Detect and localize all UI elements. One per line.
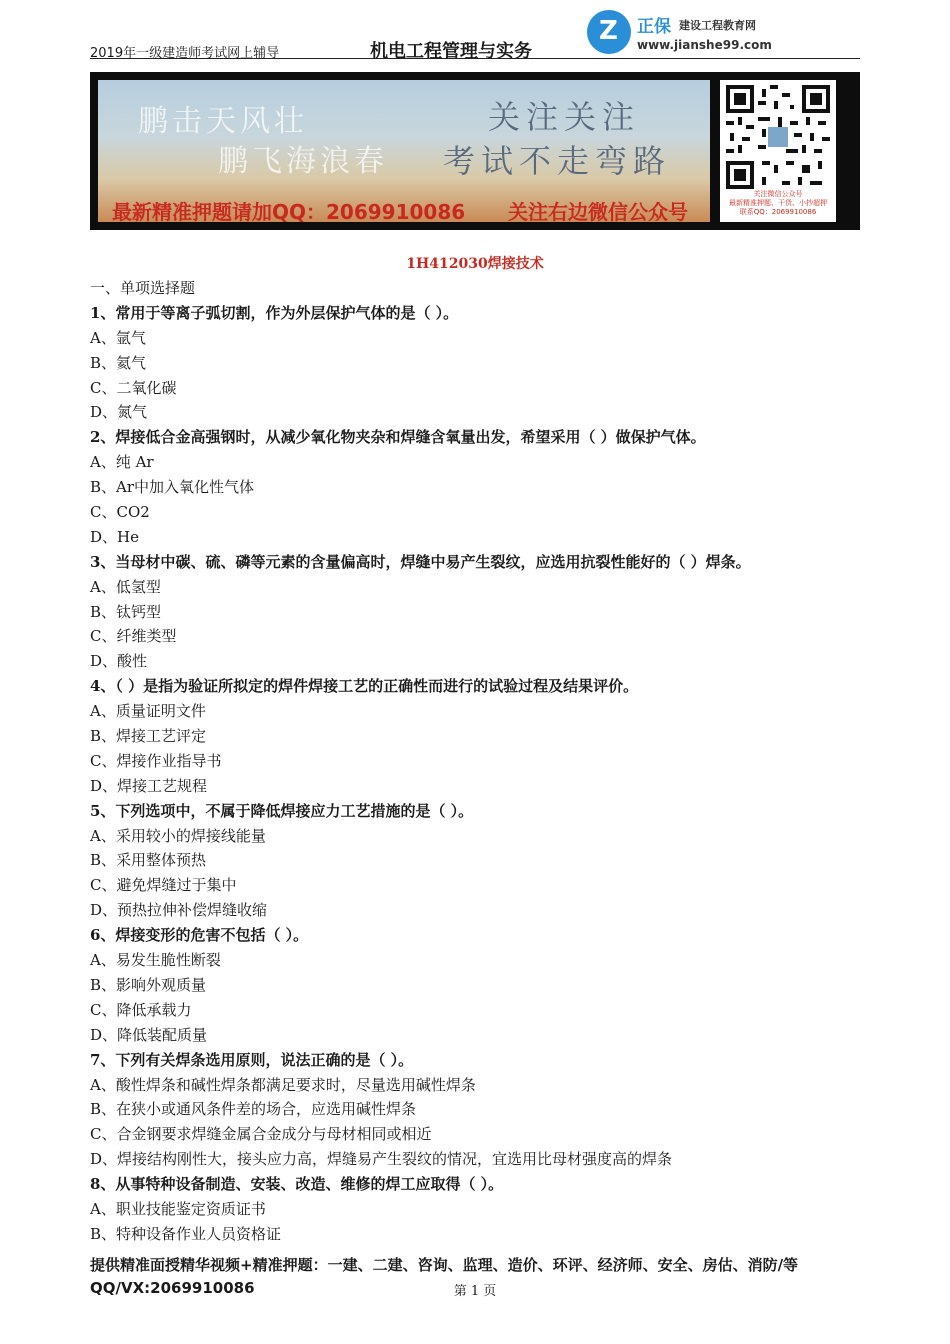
answer-option: A、质量证明文件 bbox=[90, 702, 206, 721]
banner-wechat-text: 关注右边微信公众号 bbox=[508, 200, 688, 224]
promo-banner[interactable] bbox=[90, 72, 860, 230]
answer-option: D、氮气 bbox=[90, 403, 148, 422]
page-number: 第 1 页 bbox=[453, 1284, 497, 1299]
logo-subtitle: 建设工程教育网 bbox=[679, 19, 756, 32]
answer-option: A、职业技能鉴定资质证书 bbox=[90, 1199, 266, 1218]
question-stem: 1、常用于等离子弧切割，作为外层保护气体的是（ ）。 bbox=[90, 303, 459, 322]
answer-option: A、低氢型 bbox=[90, 577, 161, 596]
answer-option: C、避免焊缝过于集中 bbox=[90, 876, 237, 895]
header-course-title: 2019年一级建造师考试网上辅导 bbox=[90, 46, 280, 61]
logo-url[interactable]: www.jianshe99.com bbox=[637, 38, 772, 52]
answer-option: B、焊接工艺评定 bbox=[90, 727, 207, 746]
answer-option: D、预热拉伸补偿焊缝收缩 bbox=[90, 901, 268, 920]
qr-caption: 关注微信公众号 最新精准押题、干货、小抄超押 联系QQ：2069910086 bbox=[729, 190, 827, 216]
logo-brand: 正保 bbox=[637, 17, 671, 37]
banner-slogan-3: 关注关注 bbox=[488, 98, 641, 136]
answer-option: A、纯 Ar bbox=[90, 453, 154, 472]
answer-option: B、影响外观质量 bbox=[90, 975, 207, 994]
site-logo[interactable] bbox=[587, 10, 787, 56]
answer-option: B、采用整体预热 bbox=[90, 851, 207, 870]
question-stem: 4、（ ）是指为验证所拟定的焊件焊接工艺的正确性而进行的试验过程及结果评价。 bbox=[90, 677, 639, 696]
answer-option: C、二氧化碳 bbox=[90, 378, 177, 397]
header-divider bbox=[90, 58, 860, 59]
answer-option: D、酸性 bbox=[90, 652, 148, 671]
footer-contact: QQ/VX:2069910086 bbox=[90, 1279, 255, 1297]
answer-option: A、氩气 bbox=[90, 328, 146, 347]
question-stem: 2、焊接低合金高强钢时，从减少氧化物夹杂和焊缝含氧量出发，希望采用（ ）做保护气体。 bbox=[90, 428, 706, 447]
question-stem: 8、从事特种设备制造、安装、改造、维修的焊工应取得（ ）。 bbox=[90, 1175, 504, 1194]
answer-option: D、焊接工艺规程 bbox=[90, 776, 208, 795]
section-heading: 一、单项选择题 bbox=[90, 279, 196, 297]
answer-option: D、He bbox=[90, 527, 139, 546]
answer-option: C、合金钢要求焊缝金属合金成分与母材相同或相近 bbox=[90, 1125, 432, 1144]
answer-option: C、降低承载力 bbox=[90, 1000, 192, 1019]
answer-option: B、Ar中加入氧化性气体 bbox=[90, 478, 255, 497]
banner-slogan-4: 考试不走弯路 bbox=[443, 142, 672, 180]
question-stem: 6、焊接变形的危害不包括（ ）。 bbox=[90, 926, 309, 945]
footer-promo: 提供精准面授精华视频+精准押题：一建、二建、咨询、监理、造价、环评、经济师、安全、房估、消防/等 bbox=[90, 1256, 799, 1274]
answer-option: D、焊接结构刚性大，接头应力高，焊缝易产生裂纹的情况，宜选用比母材强度高的焊条 bbox=[90, 1150, 673, 1169]
answer-option: C、纤维类型 bbox=[90, 627, 177, 646]
question-stem: 7、下列有关焊条选用原则，说法正确的是（ ）。 bbox=[90, 1050, 414, 1069]
answer-option: B、氦气 bbox=[90, 353, 147, 372]
page-header bbox=[90, 10, 860, 60]
question-stem: 3、当母材中碳、硫、磷等元素的含量偏高时，焊缝中易产生裂纹，应选用抗裂性能好的（ ）焊条。 bbox=[90, 552, 751, 571]
banner-image bbox=[98, 80, 710, 222]
answer-option: A、易发生脆性断裂 bbox=[90, 951, 221, 970]
banner-slogan-2: 鹏飞海浪春 bbox=[218, 144, 388, 179]
question-stem: 5、下列选项中，不属于降低焊接应力工艺措施的是（ ）。 bbox=[90, 801, 474, 820]
question-list bbox=[90, 276, 870, 1247]
qr-code-panel bbox=[720, 80, 836, 222]
answer-option: A、采用较小的焊接线能量 bbox=[90, 826, 266, 845]
answer-option: B、在狭小或通风条件差的场合，应选用碱性焊条 bbox=[90, 1100, 417, 1119]
qr-code-icon bbox=[726, 85, 830, 189]
answer-option: B、钛钙型 bbox=[90, 602, 162, 621]
answer-option: A、酸性焊条和碱性焊条都满足要求时，尽量选用碱性焊条 bbox=[90, 1075, 476, 1094]
logo-icon: Z bbox=[587, 10, 631, 54]
banner-slogan-1: 鹏击天风壮 bbox=[138, 104, 308, 139]
section-title: 1H412030焊接技术 bbox=[406, 256, 544, 272]
answer-option: B、特种设备作业人员资格证 bbox=[90, 1224, 282, 1243]
answer-option: D、降低装配质量 bbox=[90, 1025, 208, 1044]
header-subject-title: 机电工程管理与实务 bbox=[370, 41, 532, 62]
answer-option: C、焊接作业指导书 bbox=[90, 751, 222, 770]
answer-option: C、CO2 bbox=[90, 503, 150, 522]
banner-qq-text: 最新精准押题请加QQ：2069910086 bbox=[112, 200, 466, 224]
